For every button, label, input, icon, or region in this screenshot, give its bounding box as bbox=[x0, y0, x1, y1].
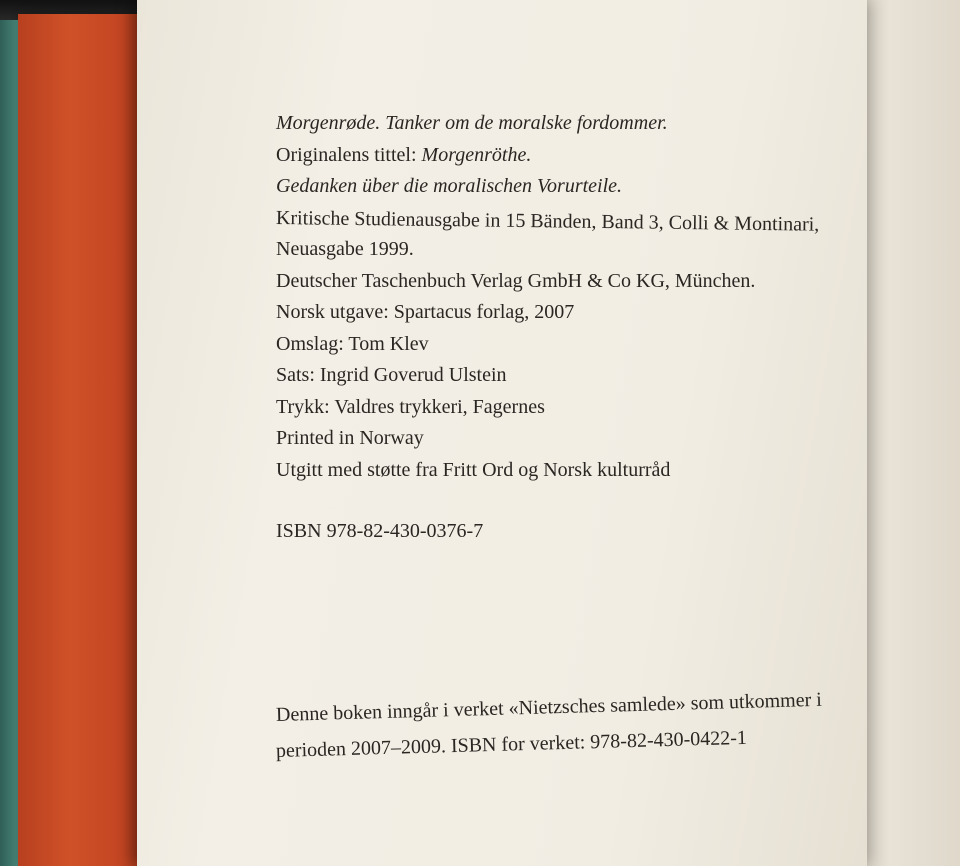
original-title-line bbox=[276, 140, 866, 172]
red-book-cover bbox=[18, 14, 148, 866]
original-title-label: Originalens tittel: bbox=[276, 143, 417, 166]
cover-credit-line: Omslag: Tom Klev bbox=[276, 332, 429, 355]
typesetting-credit-line: Sats: Ingrid Goverud Ulstein bbox=[276, 364, 507, 386]
isbn-line: ISBN 978-82-430-0376-7 bbox=[276, 520, 484, 542]
adjacent-page bbox=[860, 0, 960, 866]
edition-year-line: Neuasgabe 1999. bbox=[276, 238, 414, 260]
series-note bbox=[275, 688, 866, 769]
series-note-line-2: perioden 2007–2009. ISBN for verket: 978-82-430-0422-1 bbox=[275, 726, 748, 762]
original-subtitle-line: Gedanken über die moralischen Vorurteile. bbox=[276, 175, 623, 197]
norwegian-edition-line: Norsk utgave: Spartacus forlag, 2007 bbox=[276, 301, 575, 323]
printer-credit-line: Trykk: Valdres trykkeri, Fagernes bbox=[276, 395, 545, 418]
edition-source-line: Kritische Studienausgabe in 15 Bänden, Band 3, Colli & Montinari, bbox=[275, 206, 820, 236]
printed-in-line: Printed in Norway bbox=[276, 427, 424, 449]
spacer bbox=[276, 486, 866, 516]
original-title: Morgenröthe. bbox=[421, 143, 532, 166]
publisher-line: Deutscher Taschenbuch Verlag GmbH & Co KG, München. bbox=[276, 269, 756, 292]
colophon-block bbox=[276, 108, 866, 548]
series-note-line-1: Denne boken inngår i verket «Nietzsches samlede» som utkommer i bbox=[275, 688, 823, 726]
colophon-title-line: Morgenrøde. Tanker om de moralske fordommer. bbox=[276, 112, 668, 134]
support-credit-line: Utgitt med støtte fra Fritt Ord og Norsk kulturråd bbox=[276, 458, 671, 481]
